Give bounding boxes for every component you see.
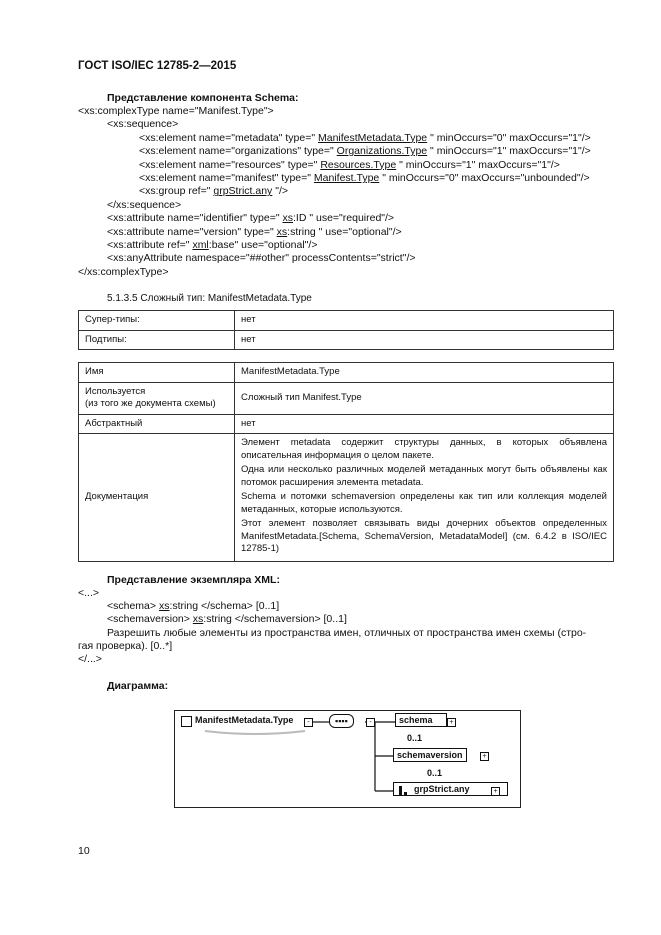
code-type: xs — [192, 613, 204, 625]
types-table — [78, 310, 614, 350]
collapse-icon[interactable]: - — [304, 718, 313, 727]
expand-icon[interactable]: + — [447, 718, 456, 727]
schema-element-box — [395, 713, 447, 727]
code-text: <xs:complexType name="Manifest.Type"> — [78, 105, 274, 117]
code-text: </xs:complexType> — [78, 265, 169, 278]
table-row — [79, 330, 614, 350]
table-cell — [235, 434, 614, 562]
code-text: " minOccurs="0" maxOccurs="1"/> — [427, 131, 591, 144]
code-line — [78, 145, 591, 158]
code-text: <xs:sequence> — [107, 118, 179, 131]
table-cell: Имя — [79, 363, 235, 383]
code-text: " minOccurs="1" maxOccurs="1"/> — [396, 158, 560, 171]
used-label-1: Используется — [85, 385, 146, 397]
table-cell: Сложный тип Manifest.Type — [235, 382, 614, 414]
doc-paragraph: Schema и потомки schemaversion определены как тип или коллекция моделей метаданных, которые используются. — [241, 491, 607, 515]
schema-diagram — [174, 710, 521, 808]
table-cell: нет — [235, 414, 614, 434]
code-line — [78, 199, 591, 212]
used-label-2: (из того же документа схемы) — [85, 398, 216, 409]
code-line — [78, 159, 591, 172]
code-text: <xs:attribute name="version" type=" — [107, 225, 277, 238]
code-line — [78, 172, 591, 185]
table-cell: Документация — [79, 434, 235, 562]
doc-paragraph: Элемент metadata содержит структуры данных, в которых объявлена описательная информация о целом пакете. — [241, 437, 607, 461]
cardinality-label: 0..1 — [407, 733, 423, 743]
code-text: <xs:anyAttribute namespace="##other" processContents="strict"/> — [107, 252, 416, 265]
xml-line — [107, 613, 347, 626]
code-type: xs — [158, 600, 170, 612]
schema-heading: Представление компонента Schema: — [107, 92, 299, 104]
group-icon — [404, 792, 407, 795]
table-cell: нет — [235, 330, 614, 350]
properties-table — [78, 362, 614, 562]
code-line — [78, 226, 591, 239]
table-cell: нет — [235, 311, 614, 331]
sequence-compositor — [329, 714, 354, 728]
code-text: <xs:element name="resources" type=" — [139, 158, 321, 171]
table-row — [79, 382, 614, 414]
code-text: "/> — [272, 185, 289, 198]
code-type-link[interactable]: ManifestMetadata.Type — [318, 131, 428, 144]
code-text: </xs:sequence> — [107, 198, 182, 211]
sequence-icon: ▪▪▪▪ — [335, 716, 348, 726]
root-type-box — [181, 714, 296, 726]
xml-line — [107, 600, 279, 613]
doc-paragraph: Одна или несколько различных моделей метаданных могут быть объявлены как потомок расширения элемента metadata. — [241, 464, 607, 488]
code-text: <xs:element name="organizations" type=" — [139, 145, 337, 158]
code-text: :string </schema> [0..1] — [169, 600, 280, 612]
code-text: <schemaversion> — [107, 613, 193, 625]
xml-line: гая проверка). [0..*] — [78, 640, 173, 652]
code-text: " minOccurs="0" maxOccurs="unbounded"/> — [379, 172, 590, 185]
table-cell: Супер-типы: — [79, 311, 235, 331]
code-line — [78, 266, 591, 279]
code-type-link[interactable]: xml — [192, 239, 209, 252]
code-type-link[interactable]: xs — [276, 225, 288, 238]
table-cell: ManifestMetadata.Type — [235, 363, 614, 383]
code-type-link[interactable]: Manifest.Type — [313, 172, 380, 185]
code-text: <xs:group ref=" — [139, 185, 214, 198]
table-cell: Абстрактный — [79, 414, 235, 434]
code-type-link[interactable]: xs — [282, 212, 293, 225]
code-text: <xs:element name="metadata" type=" — [139, 131, 318, 144]
code-line — [78, 239, 591, 252]
table-row — [79, 434, 614, 562]
code-text: :string </schemaversion> [0..1] — [203, 613, 347, 625]
diagram-heading: Диаграмма: — [107, 680, 169, 692]
shadow-curve — [205, 731, 305, 734]
table-cell — [79, 382, 235, 414]
code-text: :ID " use="required"/> — [293, 212, 395, 225]
code-line — [78, 212, 591, 225]
code-text: :string " use="optional"/> — [287, 225, 402, 238]
code-line — [78, 252, 591, 265]
code-type-link[interactable]: Resources.Type — [320, 158, 397, 171]
code-line — [78, 132, 591, 145]
xml-close: </...> — [78, 653, 102, 665]
page-header: ГОСТ ISO/IEC 12785-2—2015 — [78, 60, 237, 72]
code-line — [78, 118, 591, 131]
expand-icon[interactable]: + — [480, 752, 489, 761]
code-text: " minOccurs="1" maxOccurs="1"/> — [427, 145, 591, 158]
schemaversion-element-label: schemaversion — [397, 750, 463, 760]
code-text: <xs:element name="manifest" type=" — [139, 172, 314, 185]
table-row — [79, 363, 614, 383]
xml-open: <...> — [78, 587, 100, 599]
doc-paragraph: Этот элемент позволяет связывать виды дочерних объектов определенных ManifestMetadata.[Schema, SchemaVersion, MetadataModel] (см. 6.4.2 в ISO/IEC 12785-1) — [241, 518, 607, 554]
table-cell: Подтипы: — [79, 330, 235, 350]
code-text: <xs:attribute ref=" — [107, 239, 193, 252]
schemaversion-element-box — [393, 748, 467, 762]
expand-icon[interactable]: + — [491, 787, 500, 796]
subsection-title: 5.1.3.5 Сложный тип: ManifestMetadata.Type — [107, 293, 312, 304]
code-text: <xs:attribute name="identifier" type=" — [107, 212, 283, 225]
table-row — [79, 311, 614, 331]
page-number: 10 — [78, 845, 90, 857]
schema-element-label: schema — [399, 715, 433, 725]
code-type-link[interactable]: grpStrict.any — [213, 185, 273, 198]
xml-heading: Представление экземпляра XML: — [107, 574, 280, 586]
xml-line: Разрешить любые элементы из пространства имен, отличных от пространства имен схемы (стро- — [107, 627, 587, 639]
code-type-link[interactable]: Organizations.Type — [336, 145, 428, 158]
cardinality-label: 0..1 — [427, 768, 443, 778]
group-ref-label: grpStrict.any — [414, 784, 470, 794]
group-icon — [399, 786, 402, 795]
root-type-label: ManifestMetadata.Type — [195, 715, 294, 725]
code-text: <schema> — [107, 600, 159, 612]
complex-type-icon — [181, 716, 192, 727]
table-row — [79, 414, 614, 434]
code-text: :base" use="optional"/> — [208, 239, 318, 252]
collapse-icon[interactable]: - — [366, 718, 375, 727]
schema-code-block — [78, 105, 591, 279]
code-line — [78, 185, 591, 198]
code-line — [78, 105, 591, 118]
